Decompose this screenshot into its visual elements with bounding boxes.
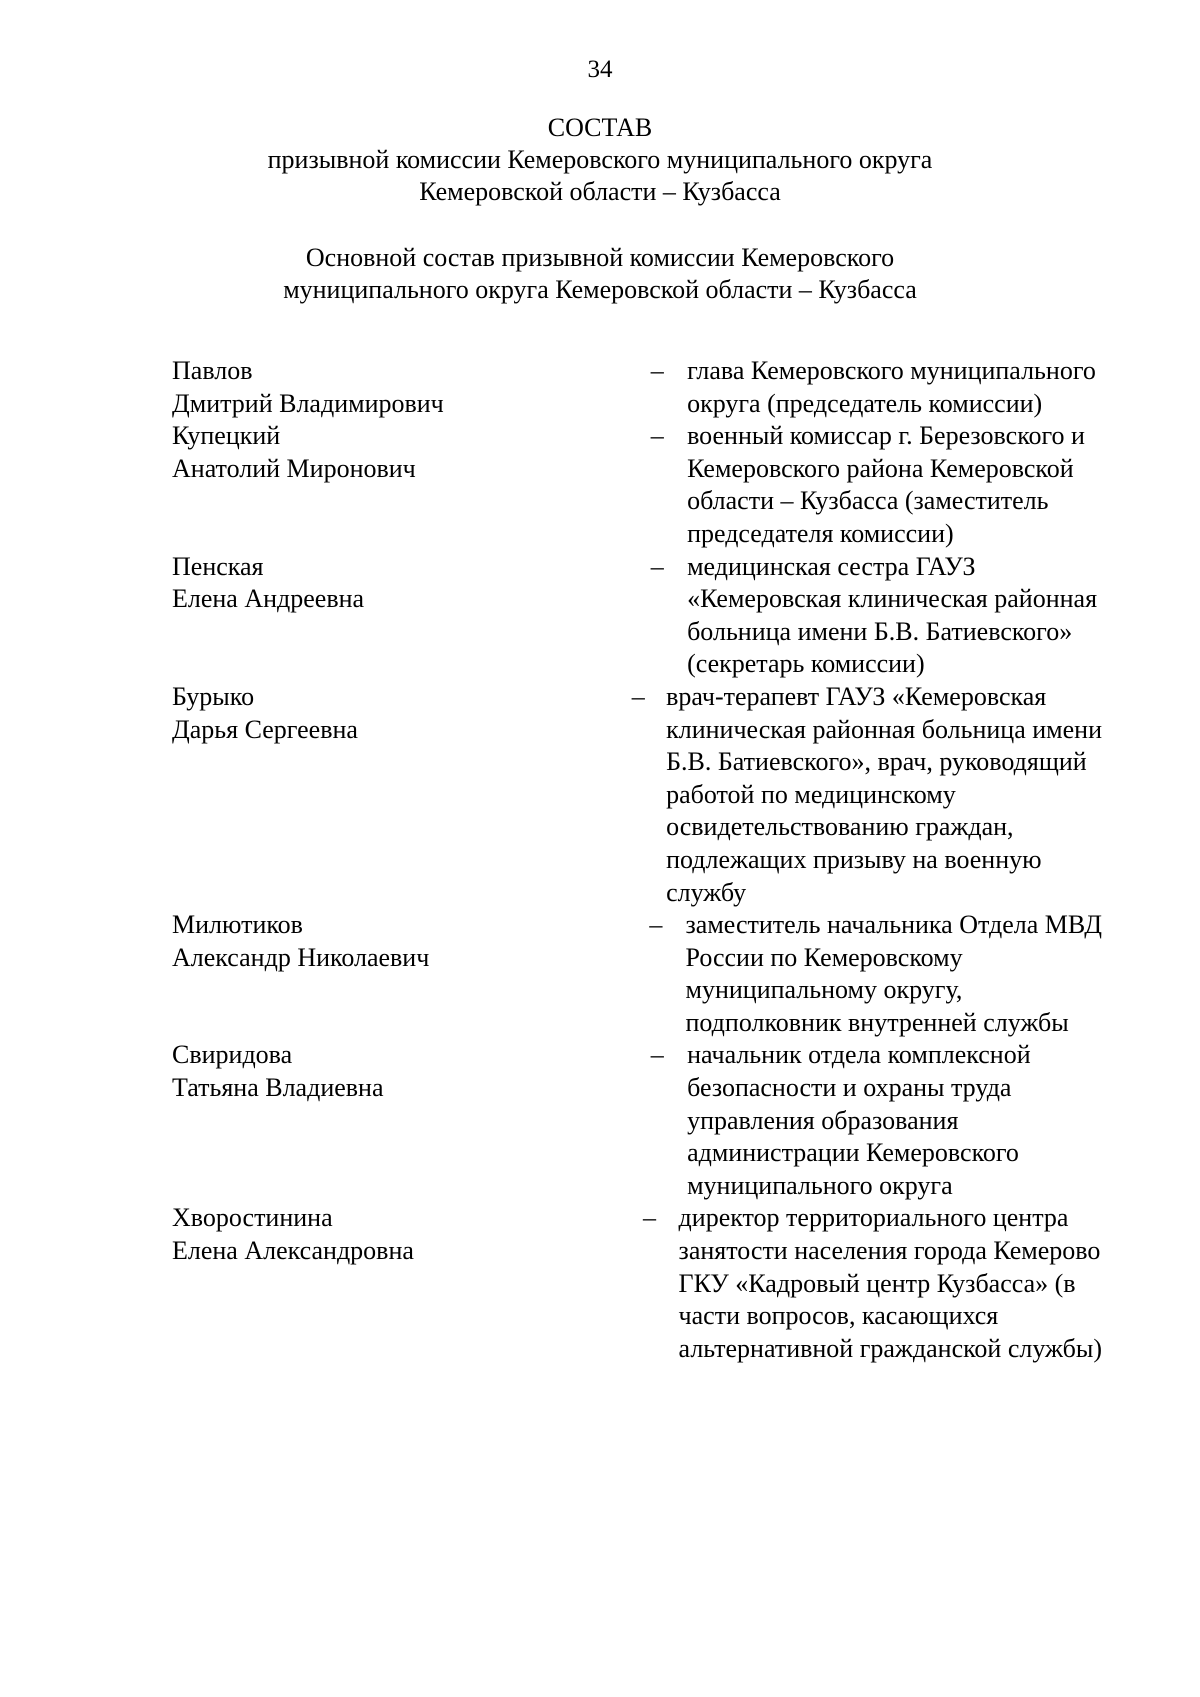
- member-name: [172, 1039, 518, 1104]
- member-role-line: «Кемеровская клиническая районная: [687, 584, 1098, 614]
- member-role-line: глава Кемеровского муниципального: [687, 356, 1096, 385]
- member-surname: Свиридова: [172, 1040, 293, 1070]
- member-given-names: Дмитрий Владимирович: [172, 388, 444, 418]
- member-given-names: Елена Андреевна: [172, 584, 365, 614]
- member-role-line: области – Кузбасса (заместитель: [687, 486, 1049, 516]
- member-given-names: Александр Николаевич: [172, 942, 430, 972]
- member-name: [172, 355, 518, 420]
- member-role: [687, 355, 1102, 420]
- member-role-line: России по Кемеровскому: [685, 942, 963, 972]
- page-number: 34: [587, 56, 613, 83]
- member-given-names: Дарья Сергеевна: [172, 714, 358, 744]
- member-role-line: Кемеровского района Кемеровской: [687, 453, 1074, 483]
- member-role-line: больница имени Б.В. Батиевского»: [687, 616, 1073, 646]
- member-name: [172, 909, 516, 974]
- member-role-line: администрации Кемеровского: [687, 1138, 1019, 1168]
- member-role-line: занятости населения города Кемерово: [678, 1236, 1101, 1266]
- dash-separator: –: [643, 1203, 657, 1233]
- dash-separator: –: [650, 421, 664, 451]
- member-surname: Павлов: [172, 356, 253, 385]
- member-role-line: заместитель начальника Отдела МВД: [685, 910, 1102, 940]
- member-role-line: врач-терапевт ГАУЗ «Кемеровская: [666, 681, 1047, 711]
- member-entry: [172, 355, 1102, 420]
- member-role-line: Б.В. Батиевского», врач, руководящий: [666, 747, 1087, 777]
- member-role-line: клиническая районная больница имени: [666, 714, 1102, 744]
- member-role-line: директор территориального центра: [678, 1203, 1069, 1233]
- member-role-line: подлежащих призыву на военную: [666, 844, 1042, 874]
- section-heading-line: Основной состав призывной комиссии Кемеровского: [305, 243, 895, 272]
- member-role: [679, 1202, 1102, 1365]
- member-role: [687, 551, 1102, 681]
- member-entry: [172, 551, 1102, 681]
- member-role-line: службу: [666, 877, 747, 907]
- member-surname: Хворостинина: [172, 1203, 333, 1233]
- member-role: [666, 681, 1102, 909]
- member-surname: Пенская: [172, 551, 264, 581]
- dash-separator: –: [649, 910, 663, 940]
- member-given-names: Елена Александровна: [172, 1236, 414, 1266]
- dash-separator: –: [631, 681, 645, 711]
- member-role-line: военный комиссар г. Березовского и: [687, 421, 1085, 451]
- member-entry: [172, 1039, 1102, 1202]
- member-given-names: Анатолий Миронович: [172, 453, 416, 483]
- member-role-line: работой по медицинскому: [666, 779, 956, 809]
- section-heading: [0, 242, 1200, 306]
- title-heading: СОСТАВ: [547, 113, 653, 142]
- member-role: [687, 1039, 1102, 1202]
- member-role-line: управления образования: [687, 1105, 959, 1135]
- dash-separator: –: [650, 356, 664, 385]
- dash-separator: –: [650, 551, 664, 581]
- title-line: призывной комиссии Кемеровского муниципального округа: [267, 145, 933, 174]
- member-role-line: медицинская сестра ГАУЗ: [687, 551, 976, 581]
- document-title: [0, 112, 1200, 208]
- member-surname: Купецкий: [172, 421, 281, 451]
- member-surname: Бурыко: [172, 681, 255, 711]
- member-surname: Милютиков: [172, 910, 303, 940]
- member-entry: [172, 1202, 1102, 1365]
- member-name: [172, 551, 518, 616]
- section-heading-line: муниципального округа Кемеровской области – Кузбасса: [283, 275, 917, 304]
- member-role-line: начальник отдела комплексной: [687, 1040, 1031, 1070]
- member-role-line: подполковник внутренней службы: [685, 1007, 1069, 1037]
- member-entry: [172, 909, 1102, 1039]
- member-entry: [172, 420, 1102, 550]
- member-name: [172, 1202, 510, 1267]
- member-role: [686, 909, 1102, 1039]
- title-line: Кемеровской области – Кузбасса: [419, 177, 781, 206]
- member-role-line: ГКУ «Кадровый центр Кузбасса» (в: [678, 1268, 1076, 1298]
- dash-separator: –: [650, 1040, 664, 1070]
- member-role: [687, 420, 1102, 550]
- member-role-line: муниципального округа: [687, 1170, 953, 1200]
- member-role-line: освидетельствованию граждан,: [666, 812, 1014, 842]
- member-given-names: Татьяна Владиевна: [172, 1073, 384, 1103]
- member-role-line: (секретарь комиссии): [687, 649, 925, 679]
- member-role-line: округа (председатель комиссии): [687, 388, 1043, 418]
- member-name: [172, 420, 518, 485]
- member-role-line: части вопросов, касающихся: [678, 1301, 999, 1331]
- members-list: [172, 355, 1102, 1365]
- member-role-line: альтернативной гражданской службы): [678, 1333, 1102, 1363]
- member-name: [172, 681, 499, 746]
- member-role-line: безопасности и охраны труда: [687, 1073, 1012, 1103]
- member-role-line: председателя комиссии): [687, 518, 954, 548]
- member-entry: [172, 681, 1102, 909]
- member-role-line: муниципальному округу,: [685, 975, 963, 1005]
